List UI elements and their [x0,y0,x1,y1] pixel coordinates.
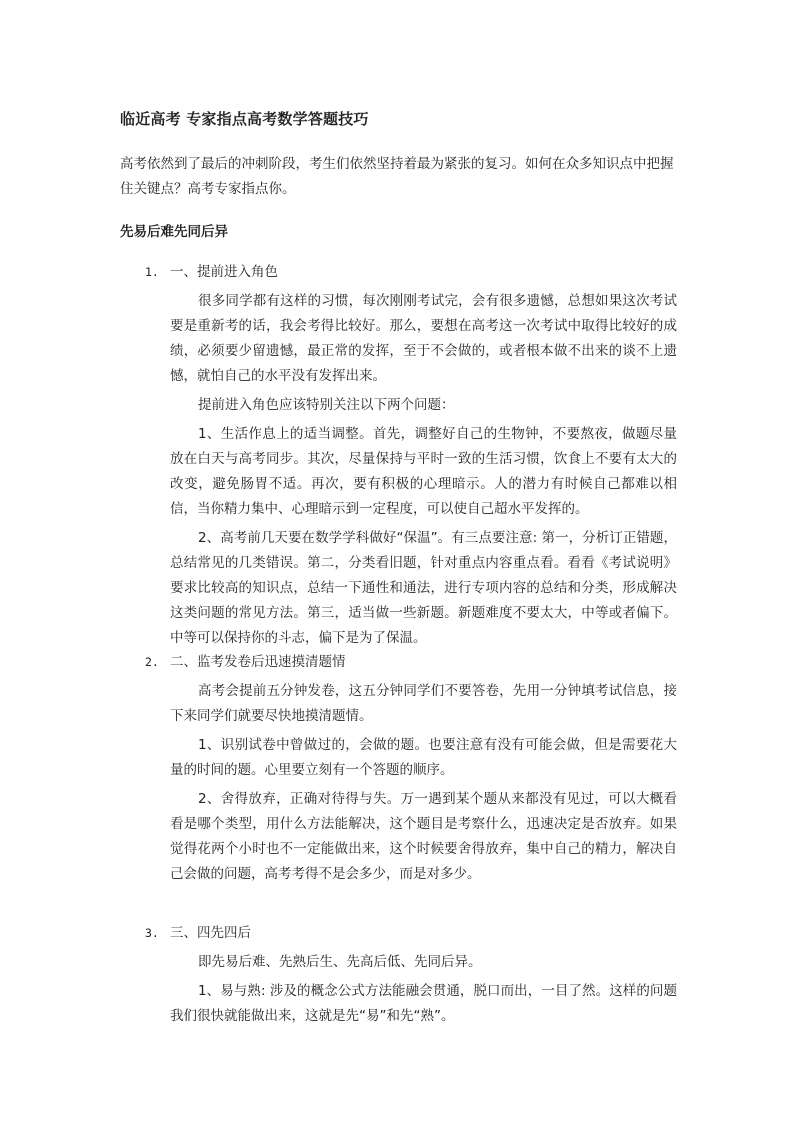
list-item-heading [145,260,685,285]
paragraph: 高考会提前五分钟发卷，这五分钟同学们不要答卷，先用一分钟填考试信息，接下来同学们就要尽快地摸清题情。 [170,683,677,724]
list-item-title: 二、监考发卷后迅速摸清题情 [170,654,346,670]
paragraph: 2、舍得放弃，正确对待得与失。万一遇到某个题从来都没有见过，可以大概看看是哪个类型，用什么方法能解决，这个题目是考察什么，迅速决定是否放弃。如果觉得花两个小时也不一定能做出来，这个时候要舍得放弃，集中自己的精力，解决自己会做的问题，高考考得不是会多少，而是对多少。 [170,791,677,882]
list-number: 2. [145,655,159,669]
list-item [145,650,685,887]
list-item-heading [145,921,685,946]
list-item-title: 三、四先四后 [170,925,251,941]
paragraph: 1、生活作息上的适当调整。首先，调整好自己的生物钟，不要熬夜，做题尽量放在白天与高考同步。其次，尽量保持与平时一致的生活习惯，饮食上不要有太大的改变，避免肠胃不适。再次，要有积极的心理暗示。人的潜力有时候自己都难以相信，当你精力集中、心理暗示到一定程度，可以使自己超水平发挥的。 [170,426,677,517]
paragraph: 很多同学都有这样的习惯，每次刚刚考试完，会有很多遗憾，总想如果这次考试要是重新考的话，我会考得比较好。那么，要想在高考这一次考试中取得比较好的成绩，必须要少留遗憾，最正常的发挥，至于不会做的，或者根本做不出来的谈不上遗憾，就怕自己的水平没有发挥出来。 [170,293,677,384]
paragraph: 1、易与熟: 涉及的概念公式方法能融会贯通，脱口而出，一目了然。这样的问题我们很快就能做出来，这就是先“易”和先“熟”。 [170,983,677,1024]
list-item-heading [145,650,685,675]
section-heading: 先易后难先同后异 [120,224,228,240]
intro-paragraph: 高考依然到了最后的冲刺阶段，考生们依然坚持着最为紧张的复习。如何在众多知识点中把握住关键点？高考专家指点你。 [120,156,674,197]
paragraph: 2、高考前几天要在数学学科做好“保温”。有三点要注意: 第一，分析订正错题，总结常见的几类错误。第二，分类看旧题，针对重点内容重点看。看看《考试说明》要求比较高的知识点，总结一下通性和通法，进行专项内容的总结和分类，形成解决这类问题的常见方法。第三，适当做一些新题。新题难度不要太大，中等或者偏下。中等可以保持你的斗志，偏下是为了保温。 [170,530,677,646]
paragraph: 1、识别试卷中曾做过的，会做的题。也要注意有没有可能会做，但是需要花大量的时间的题。心里要立刻有一个答题的顺序。 [170,737,677,778]
list-number: 3. [145,926,159,940]
list-item-body [170,289,677,651]
list-number: 1. [145,265,159,279]
list-item [145,921,685,1029]
paragraph: 提前进入角色应该特别关注以下两个问题： [198,397,455,413]
list-item-body [170,679,677,887]
list-item [145,260,685,651]
list-item-title: 一、提前进入角色 [170,264,278,280]
document-title: 临近高考 专家指点高考数学答题技巧 [120,110,369,128]
paragraph: 即先易后难、先熟后生、先高后低、先同后异。 [198,954,482,970]
list-item-body [170,950,677,1029]
